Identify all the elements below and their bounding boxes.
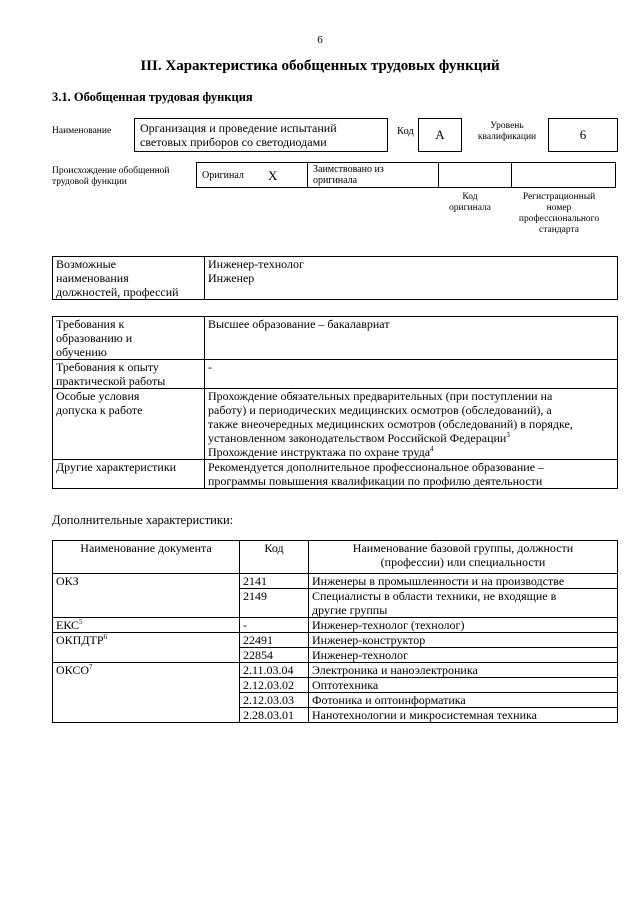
row-name: Инженер-технолог [309,648,618,663]
positions-label-line-3: должностей, профессий [56,285,179,299]
level-label-line-1: Уровень [490,121,524,131]
additional-characteristics-label: Дополнительные характеристики: [52,513,234,527]
special-value-line-2: работу) и периодических медицинских осмотров (обследований), а [208,403,552,417]
header-code: Код [240,541,309,574]
doc-okpdtr [53,633,240,663]
row-code: - [240,618,309,633]
header-name [309,541,618,574]
education-label-line-3: обучению [56,345,107,359]
borrowed-line-1: Заимствовано из [313,164,384,175]
experience-value: - [205,360,618,389]
other-characteristics-row [53,460,618,489]
row-code: 2.12.03.03 [240,693,309,708]
doc-eks [53,618,240,633]
row-name: Инженер-технолог (технолог) [309,618,618,633]
other-value-line-2: программы повышения квалификации по профилю деятельности [208,474,543,488]
row-code: 2141 [240,574,309,589]
level-label-line-2: квалификации [477,132,537,142]
footnote-ref-6: 6 [103,633,108,641]
special-conditions-row [53,389,618,460]
origin-label-line-1: Происхождение обобщенной [52,166,170,176]
row-name: Фотоника и оптоинформатика [309,693,618,708]
row-code: 22491 [240,633,309,648]
table-header-row [53,541,618,574]
row-name-line-2: другие группы [312,603,388,617]
special-value-line-4-text: установленном законодательством Российской Федерации [208,431,507,445]
level-value: 6 [548,118,618,152]
education-label [53,317,205,360]
original-label: Оригинал [197,163,264,188]
origin-table [196,162,616,188]
footnote-ref-5: 5 [79,618,83,626]
name-label: Наименование [52,126,112,136]
row-code: 22854 [240,648,309,663]
footnote-ref-4: 4 [430,445,434,453]
origin-label-line-2: трудовой функции [52,177,127,187]
caption-reg-line-4: стандарта [539,225,579,235]
level-label [470,121,544,143]
original-code-cell [439,163,512,188]
row-name: Оптотехника [309,678,618,693]
table-row [53,618,618,633]
experience-label-line-2: практической работы [56,374,166,388]
positions-label [53,257,205,300]
function-name-box [134,118,388,152]
special-value-line-3: также внеочередных медицинских осмотров (обследований) в порядке, [208,417,573,431]
positions-value-line-1: Инженер-технолог [208,257,304,271]
special-label-line-1: Особые условия [56,389,140,403]
table-row [53,663,618,678]
positions-table [52,256,618,300]
function-name-line-2: световых приборов со светодиодами [140,135,327,149]
row-name: Инженер-конструктор [309,633,618,648]
row-name [309,589,618,618]
caption-code-line-1: Код [462,192,478,202]
original-code-caption [440,192,500,214]
doc-eks-text: ЕКС [56,618,80,632]
row-code: 2.11.03.04 [240,663,309,678]
code-label: Код [397,126,414,137]
special-value-line-1: Прохождение обязательных предварительных (при поступлении на [208,389,553,403]
caption-reg-line-2: номер [546,203,572,213]
experience-label [53,360,205,389]
row-code: 2.12.03.02 [240,678,309,693]
function-name-line-1: Организация и проведение испытаний [140,121,337,135]
doc-okpdtr-text: ОКПДТР [56,633,104,647]
code-value: A [418,118,462,152]
doc-okso-text: ОКСО [56,663,90,677]
additional-characteristics-table [52,540,618,723]
special-conditions-label [53,389,205,460]
requirements-table [52,316,618,489]
registration-number-caption [504,192,614,236]
caption-reg-line-3: профессионального [518,214,600,224]
doc-okso [53,663,240,723]
footnote-ref-3: 3 [506,431,510,439]
caption-reg-line-1: Регистрационный [522,192,596,202]
header-name-line-1: Наименование базовой группы, должности [352,541,574,555]
special-value-line-5-text: Прохождение инструктажа по охране труда [208,445,431,459]
borrowed-line-2: оригинала [313,175,358,186]
row-name: Инженеры в промышленности и на производстве [309,574,618,589]
doc-okz: ОКЗ [53,574,240,618]
row-code: 2.28.03.01 [240,708,309,723]
section-title: III. Характеристика обобщенных трудовых функций [140,58,500,74]
education-value: Высшее образование – бакалавриат [205,317,618,360]
other-value-line-1: Рекомендуется дополнительное профессиональное образование – [208,460,545,474]
header-document: Наименование документа [53,541,240,574]
experience-label-line-1: Требования к опыту [56,360,159,374]
special-value-line-4 [208,431,614,445]
table-row [53,574,618,589]
row-name: Нанотехнологии и микросистемная техника [309,708,618,723]
positions-value-line-2: Инженер [208,271,255,285]
positions-label-line-2: наименования [56,271,129,285]
special-conditions-value [205,389,618,460]
other-value [205,460,618,489]
origin-label [52,166,194,188]
original-mark: X [263,163,308,188]
caption-code-line-2: оригинала [449,203,491,213]
table-row [53,633,618,648]
special-value-line-5 [208,445,614,459]
footnote-ref-7: 7 [89,663,93,671]
function-title: 3.1. Обобщенная трудовая функция [52,90,253,104]
row-name-line-1: Специалисты в области техники, не входящие в [312,589,557,603]
registration-number-cell [512,163,616,188]
special-label-line-2: допуска к работе [56,403,143,417]
row-name: Электроника и наноэлектроника [309,663,618,678]
borrowed-label [308,163,439,188]
row-code: 2149 [240,589,309,618]
education-row [53,317,618,360]
positions-value [205,257,618,300]
page-number: 6 [317,34,323,46]
education-label-line-1: Требования к [56,317,125,331]
header-name-line-2: (профессии) или специальности [380,555,546,569]
other-label: Другие характеристики [53,460,205,489]
education-label-line-2: образованию и [56,331,133,345]
experience-row [53,360,618,389]
positions-label-line-1: Возможные [56,257,116,271]
